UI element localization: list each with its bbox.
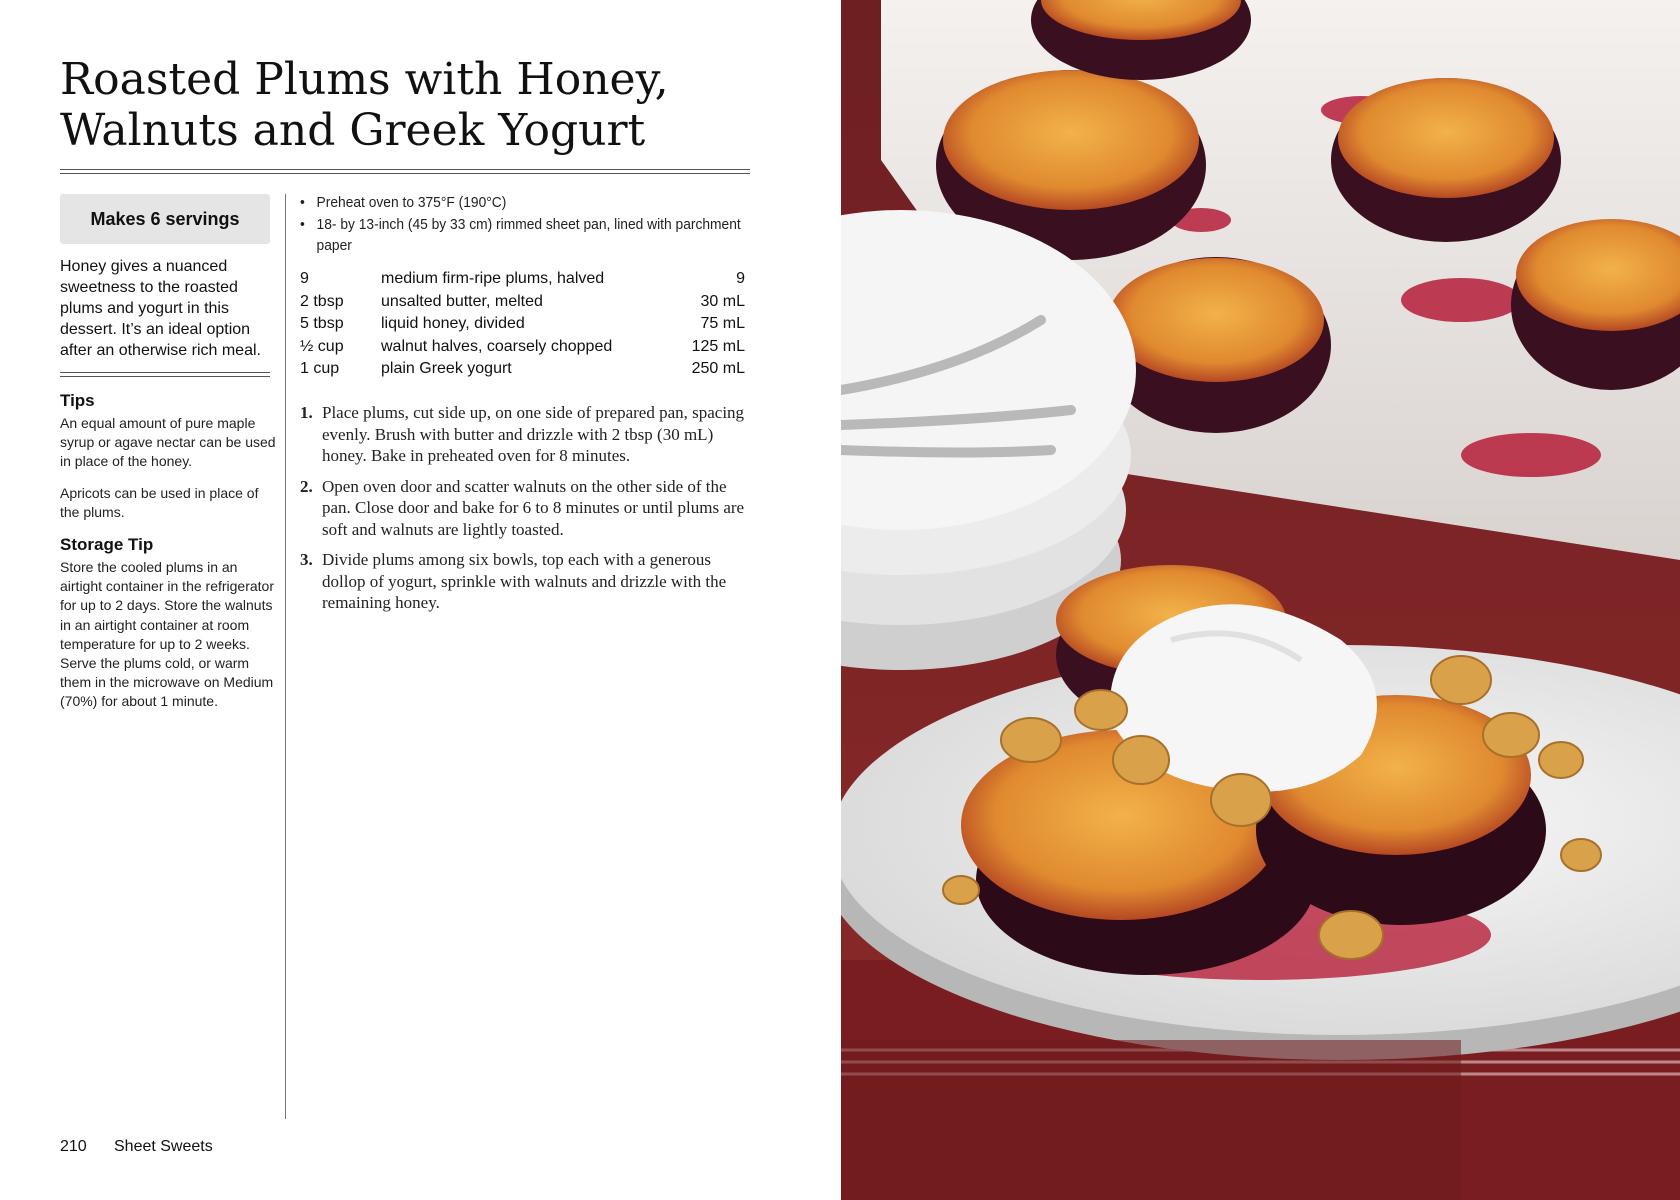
ingredient-item: liquid honey, divided [381, 315, 525, 333]
ingredient-row [300, 270, 745, 293]
method-step [300, 549, 745, 614]
ingredient-item: medium firm-ripe plums, halved [381, 270, 605, 287]
storage-tip-heading: Storage Tip [60, 535, 154, 554]
prep-list [300, 192, 740, 257]
ingredient-metric: 9 [736, 270, 745, 287]
ingredient-metric: 125 mL [691, 337, 745, 355]
method-step [300, 402, 745, 467]
step-number: 3. [300, 550, 313, 569]
step-text: Open oven door and scatter walnuts on the other side of the pan. Close door and bake for 6 to 8 minutes or until plums are soft and walnuts are lightly toasted. [322, 476, 745, 539]
ingredient-item: walnut halves, coarsely chopped [381, 337, 613, 355]
servings-box [60, 194, 270, 244]
ingredient-amount: 2 tbsp [300, 292, 344, 310]
step-number: 2. [300, 476, 313, 496]
ingredient-row [300, 338, 745, 361]
step-text: Place plums, cut side up, on one side of prepared pan, spacing evenly. Brush with butter and drizzle with 2 tbsp (30 mL) honey. Bake in preheated oven for 8 minutes. [322, 403, 745, 465]
page-number: 210 [60, 1138, 87, 1155]
tip-1: An equal amount of pure maple syrup or agave nectar can be used in place of the honey. [60, 415, 276, 470]
ingredient-metric: 30 mL [700, 292, 745, 310]
recipe-photo [841, 0, 1680, 1200]
ingredient-row [300, 360, 745, 383]
ingredient-amount: 5 tbsp [300, 315, 344, 333]
tips-heading: Tips [60, 391, 95, 410]
section-name: Sheet Sweets [114, 1138, 213, 1155]
title-divider [60, 169, 750, 174]
recipe-intro: Honey gives a nuanced sweetness to the roasted plums and yogurt in this dessert. It’s an ideal option after an otherwise rich meal. [60, 258, 261, 359]
ingredient-amount: 9 [300, 270, 309, 287]
step-text: Divide plums among six bowls, top each with a generous dollop of yogurt, sprinkle with walnuts and drizzle with the remaining honey. [322, 550, 727, 612]
method-step [300, 476, 745, 541]
ingredient-amount: ½ cup [300, 337, 344, 355]
recipe-title-line2: Walnuts and Greek Yogurt [60, 105, 646, 156]
ingredient-metric: 75 mL [700, 315, 745, 333]
step-number: 1. [300, 403, 313, 422]
ingredient-metric: 250 mL [691, 360, 745, 378]
ingredient-item: plain Greek yogurt [381, 360, 512, 378]
ingredient-item: unsalted butter, melted [381, 292, 543, 310]
storage-tip-text: Store the cooled plums in an airtight container in the refrigerator for up to 2 days. Store the walnuts in an airtight container at room temperature for up to 2 weeks. Serve the plums cold, or warm them in the microwave on Medium (70%) for about 1 minute. [60, 559, 274, 710]
prep-item: • 18- by 13-inch (45 by 33 cm) rimmed sheet pan, lined with parchment paper [300, 214, 749, 257]
ingredient-amount: 1 cup [300, 360, 340, 378]
servings-label: Makes 6 servings [90, 208, 240, 229]
prep-item: • Preheat oven to 375°F (190°C) [300, 192, 749, 214]
sidebar-divider [60, 372, 270, 377]
ingredient-row [300, 315, 745, 338]
recipe-title-line1: Roasted Plums with Honey, [60, 54, 669, 105]
recipe-title [60, 54, 760, 156]
tip-2: Apricots can be used in place of the plums. [60, 485, 259, 521]
ingredient-row [300, 293, 745, 316]
column-divider [285, 194, 286, 1119]
ingredients-table [300, 270, 745, 383]
method-steps [300, 402, 745, 623]
